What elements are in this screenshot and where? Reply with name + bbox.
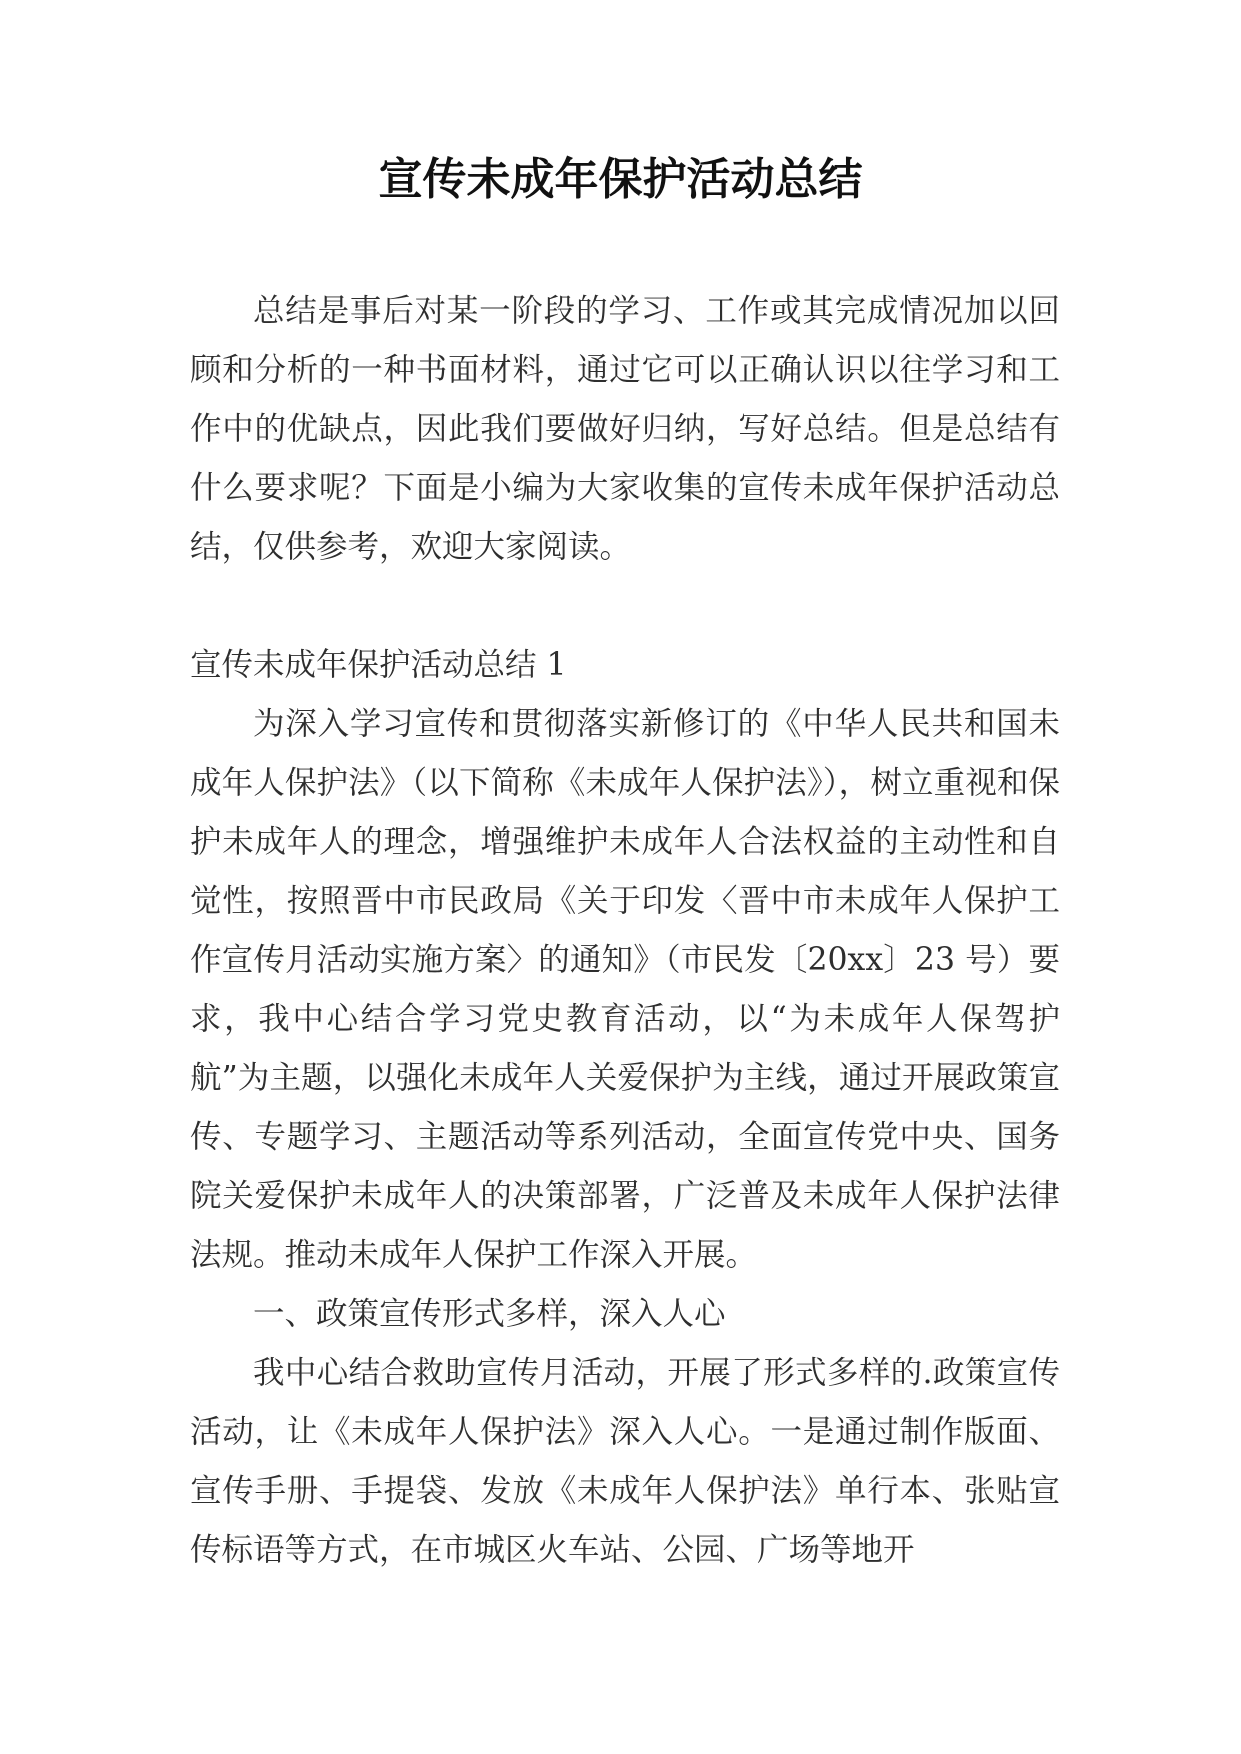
body-paragraph: 我中心结合救助宣传月活动，开展了形式多样的.政策宣传活动，让《未成年人保护法》深入人心。一是通过制作版面、宣传手册、手提袋、发放《未成年人保护法》单行本、张贴宣传标语等方式，在市城区火车站、公园、广场等地开: [190, 1355, 1060, 1568]
subsection-heading: 一、政策宣传形式多样，深入人心: [253, 1296, 726, 1332]
document-body: [190, 282, 1060, 1580]
intro-paragraph: 总结是事后对某一阶段的学习、工作或其完成情况加以回顾和分析的一种书面材料，通过它可以正确认识以往学习和工作中的优缺点，因此我们要做好归纳，写好总结。但是总结有什么要求呢？下面是小编为大家收集的宣传未成年保护活动总结，仅供参考，欢迎大家阅读。: [190, 293, 1060, 565]
body-paragraph: 为深入学习宣传和贯彻落实新修订的《中华人民共和国未成年人保护法》（以下简称《未成年人保护法》），树立重视和保护未成年人的理念，增强维护未成年人合法权益的主动性和自觉性，按照晋中市民政局《关于印发〈晋中市未成年人保护工作宣传月活动实施方案〉的通知》（市民发〔20xx〕23 号）要求，我中心结合学习党史教育活动，以“为未成年人保驾护航”为主题，以强化未成年人关爱保护为主线，通过开展政策宣传、专题学习、主题活动等系列活动，全面宣传党中央、国务院关爱保护未成年人的决策部署，广泛普及未成年人保护法律法规。推动未成年人保护工作深入开展。: [190, 706, 1060, 1273]
section-heading: 宣传未成年保护活动总结 1: [190, 647, 567, 683]
document-title: 宣传未成年保护活动总结: [378, 154, 863, 205]
